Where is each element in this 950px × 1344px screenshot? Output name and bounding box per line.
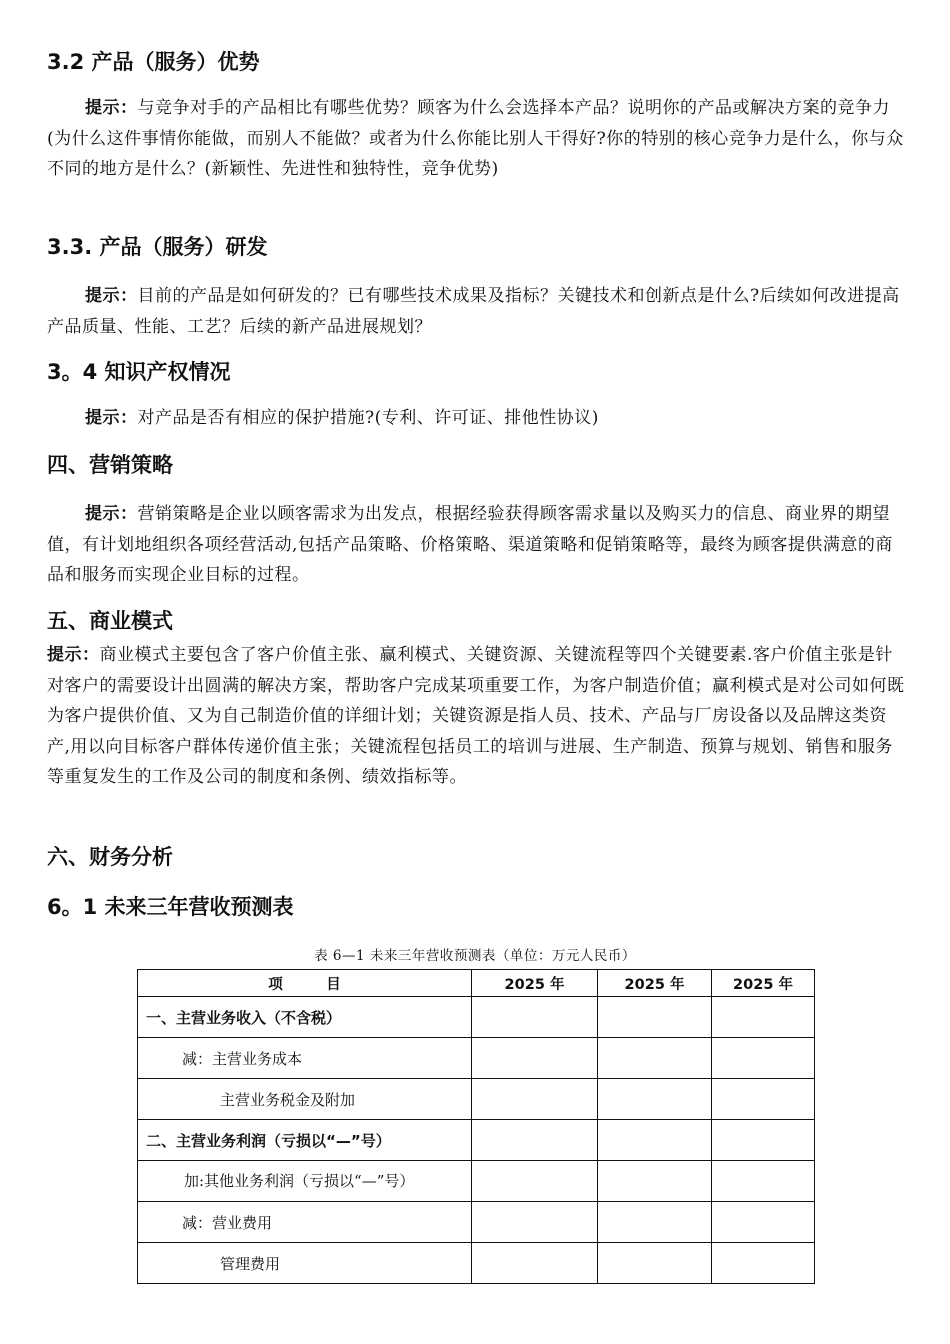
value-cell[interactable]: [712, 1243, 815, 1284]
value-cell[interactable]: [472, 1038, 598, 1079]
table-row: [138, 1161, 815, 1202]
row-label: 减：主营业务成本: [138, 1038, 472, 1079]
row-label: 主营业务税金及附加: [138, 1079, 472, 1120]
row-label: 一、主营业务收入（不含税）: [138, 997, 472, 1038]
value-cell[interactable]: [712, 1161, 815, 1202]
table-row: [138, 1079, 815, 1120]
table-row: [138, 997, 815, 1038]
row-label: 加:其他业务利润（亏损以“—”号）: [138, 1161, 472, 1202]
hint-label: 提示：: [47, 645, 100, 665]
row-label: 减：营业费用: [138, 1202, 472, 1243]
section-3-3-text: 目前的产品是如何研发的？已有哪些技术成果及指标？关键技术和创新点是什么?后续如何改进提高产品质量、性能、工艺？后续的新产品进展规划？: [47, 286, 900, 337]
row-label: 管理费用: [138, 1243, 472, 1284]
header-year-1: 2025 年: [472, 970, 598, 997]
value-cell[interactable]: [598, 1161, 712, 1202]
value-cell[interactable]: [472, 1120, 598, 1161]
section-5-body: [47, 640, 905, 793]
value-cell[interactable]: [472, 1243, 598, 1284]
value-cell[interactable]: [472, 997, 598, 1038]
row-label: 二、主营业务利润（亏损以“—”号）: [138, 1120, 472, 1161]
header-year-3: 2025 年: [712, 970, 815, 997]
table-row: [138, 1038, 815, 1079]
hint-label: 提示：: [85, 286, 138, 306]
section-5-title: 五、商业模式: [47, 609, 173, 633]
section-3-2-title: 3.2 产品（服务）优势: [47, 50, 260, 74]
section-3-3-body: [47, 281, 905, 342]
section-3-4-text: 对产品是否有相应的保护措施?(专利、许可证、排他性协议): [137, 408, 599, 428]
value-cell[interactable]: [712, 1038, 815, 1079]
section-6-title: 六、财务分析: [47, 845, 173, 869]
section-4-title: 四、营销策略: [47, 453, 173, 477]
section-6-1-title: 6。1 未来三年营收预测表: [47, 895, 294, 919]
value-cell[interactable]: [712, 997, 815, 1038]
value-cell[interactable]: [712, 1202, 815, 1243]
value-cell[interactable]: [712, 1079, 815, 1120]
hint-label: 提示：: [85, 408, 138, 428]
table-row: [138, 1243, 815, 1284]
section-3-4-body: [47, 403, 905, 434]
value-cell[interactable]: [598, 1202, 712, 1243]
table-row: [138, 1120, 815, 1161]
header-item: 项 目: [138, 970, 472, 997]
table-caption: 表 6—1 未来三年营收预测表（单位：万元人民币）: [314, 948, 636, 964]
value-cell[interactable]: [598, 997, 712, 1038]
value-cell[interactable]: [598, 1079, 712, 1120]
value-cell[interactable]: [472, 1079, 598, 1120]
header-year-2: 2025 年: [598, 970, 712, 997]
section-3-3-title: 3.3. 产品（服务）研发: [47, 235, 268, 259]
value-cell[interactable]: [472, 1161, 598, 1202]
value-cell[interactable]: [598, 1243, 712, 1284]
section-4-body: [47, 499, 905, 591]
section-3-2-body: [47, 93, 905, 185]
section-4-text: 营销策略是企业以顾客需求为出发点，根据经验获得顾客需求量以及购买力的信息、商业界的期望值，有计划地组织各项经营活动,包括产品策略、价格策略、渠道策略和促销策略等，最终为顾客提供满意的商品和服务而实现企业目标的过程。: [47, 504, 893, 585]
value-cell[interactable]: [712, 1120, 815, 1161]
table-header-row: [138, 970, 815, 997]
table-row: [138, 1202, 815, 1243]
revenue-forecast-table: [137, 969, 815, 1284]
value-cell[interactable]: [472, 1202, 598, 1243]
hint-label: 提示：: [85, 98, 138, 118]
section-3-2-text: 与竞争对手的产品相比有哪些优势？顾客为什么会选择本产品？说明你的产品或解决方案的竞争力(为什么这件事情你能做，而别人不能做？或者为什么你能比别人干得好?你的特别的核心竞争力是什么，你与众不同的地方是什么？(新颖性、先进性和独特性，竞争优势): [47, 98, 904, 179]
value-cell[interactable]: [598, 1120, 712, 1161]
section-3-4-title: 3。4 知识产权情况: [47, 360, 231, 384]
value-cell[interactable]: [598, 1038, 712, 1079]
hint-label: 提示：: [85, 504, 138, 524]
section-5-text: 商业模式主要包含了客户价值主张、赢利模式、关键资源、关键流程等四个关键要素.客户价值主张是针对客户的需要设计出圆满的解决方案，帮助客户完成某项重要工作，为客户制造价值；赢利模式是对公司如何既为客户提供价值、又为自己制造价值的详细计划；关键资源是指人员、技术、产品与厂房设备以及品牌这类资产,用以向目标客户群体传递价值主张；关键流程包括员工的培训与进展、生产制造、预算与规划、销售和服务等重复发生的工作及公司的制度和条例、绩效指标等。: [47, 645, 905, 787]
